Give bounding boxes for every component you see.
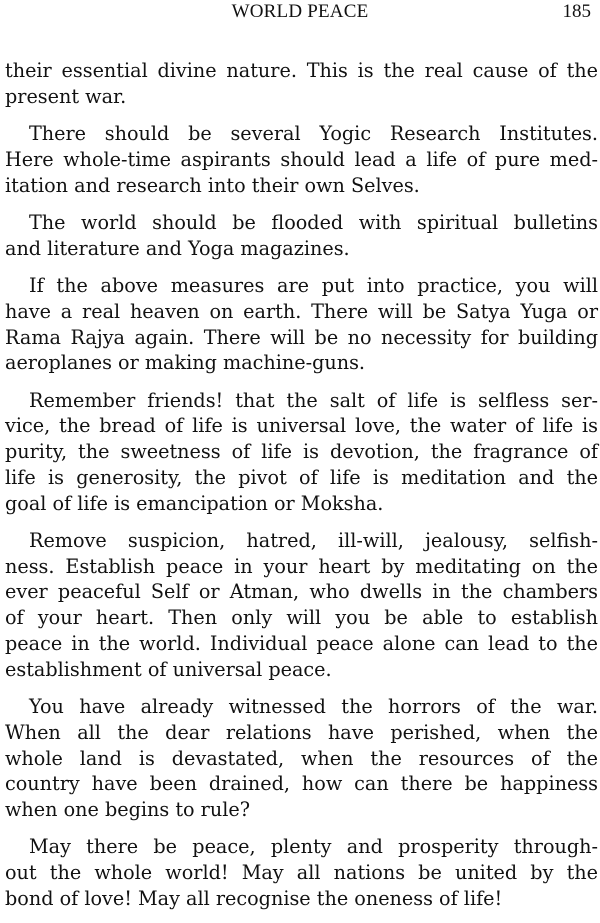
paragraph xyxy=(5,58,598,110)
text-line: peace in the world. Individual peace alone can lead to the xyxy=(5,631,598,655)
text-line: country have been drained, how can there be happiness xyxy=(5,772,598,796)
paragraph xyxy=(5,694,598,823)
running-header xyxy=(0,0,600,26)
text-line: bond of love! May all recognise the oneness of life! xyxy=(5,886,503,910)
text-line: itation and research into their own Selves. xyxy=(5,173,420,197)
text-line: Remove suspicion, hatred, ill-will, jealousy, selfish- xyxy=(29,528,598,552)
paragraph xyxy=(5,834,598,911)
text-line: ness. Establish peace in your heart by meditating on the xyxy=(5,554,598,578)
text-line: There should be several Yogic Research Institutes. xyxy=(29,122,598,146)
text-line: vice, the bread of life is universal love, the water of life is xyxy=(5,414,598,438)
paragraph xyxy=(5,528,598,683)
paragraph xyxy=(5,121,598,198)
text-line: have a real heaven on earth. There will be Satya Yuga or xyxy=(5,299,598,323)
paragraph xyxy=(5,210,598,262)
text-line: Here whole-time aspirants should lead a life of pure med- xyxy=(5,147,598,171)
text-line: life is generosity, the pivot of life is meditation and the xyxy=(5,465,598,489)
text-line: of your heart. Then only will you be able to establish xyxy=(5,606,598,630)
text-line: ever peaceful Self or Atman, who dwells in the chambers xyxy=(5,580,598,604)
text-line: and literature and Yoga magazines. xyxy=(5,236,350,260)
text-line: When all the dear relations have perished, when the xyxy=(5,720,598,744)
text-line: The world should be flooded with spiritual bulletins xyxy=(29,210,598,234)
text-line: whole land is devastated, when the resources of the xyxy=(5,746,598,770)
text-line: You have already witnessed the horrors of the war. xyxy=(29,695,598,719)
text-line: when one begins to rule? xyxy=(5,798,250,822)
text-line: If the above measures are put into practice, you will xyxy=(29,274,598,298)
text-line: Remember friends! that the salt of life is selfless ser- xyxy=(29,388,598,412)
text-line: their essential divine nature. This is the real cause of the xyxy=(5,59,598,82)
chapter-title: WORLD PEACE xyxy=(231,1,369,22)
body-text xyxy=(5,58,598,923)
paragraph xyxy=(5,388,598,517)
text-line: May there be peace, plenty and prosperity through- xyxy=(29,835,598,859)
paragraph xyxy=(5,273,598,376)
text-line: purity, the sweetness of life is devotion, the fragrance of xyxy=(5,440,598,464)
text-line: out the whole world! May all nations be united by the xyxy=(5,861,598,885)
text-line: establishment of universal peace. xyxy=(5,657,332,681)
text-line: aeroplanes or making machine-guns. xyxy=(5,351,366,375)
page-number: 185 xyxy=(562,1,591,22)
text-line: present war. xyxy=(5,84,127,108)
text-line: Rama Rajya again. There will be no necessity for building xyxy=(5,325,598,349)
text-line: goal of life is emancipation or Moksha. xyxy=(5,491,384,515)
